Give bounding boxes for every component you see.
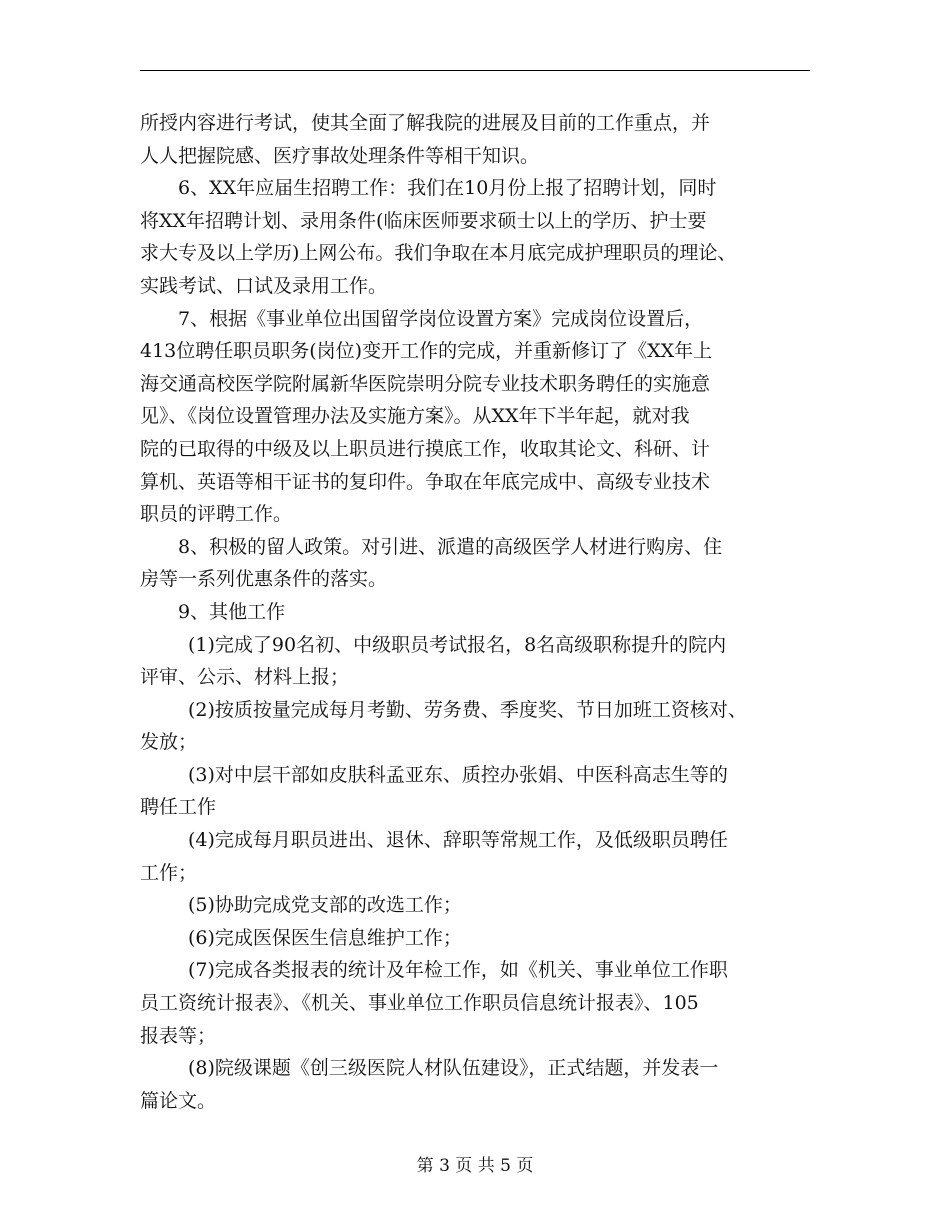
text-line: (6)完成医保医生信息维护工作； — [188, 926, 462, 949]
text-line: 评审、公示、材料上报； — [140, 666, 350, 689]
text-line: (8)院级课题《创三级医院人材队伍建设》，正式结题，并发表一 — [188, 1057, 719, 1080]
text-line: 职员的评聘工作。 — [140, 503, 293, 526]
text-line: 员工资统计报表》、《机关、事业单位工作职员信息统计报表》、105 — [140, 992, 699, 1015]
text-line: 篇论文。 — [140, 1089, 217, 1112]
text-line: 实践考试、口试及录用工作。 — [140, 274, 388, 297]
text-line: (1)完成了90名初、中级职员考试报名，8名高级职称提升的院内 — [188, 633, 727, 656]
text-line: 413位聘任职员职务(岗位)变开工作的完成，并重新修订了《XX年上 — [140, 340, 713, 363]
text-line: 算机、英语等相干证书的复印件。争取在年底完成中、高级专业技术 — [140, 470, 711, 493]
text-line: 所授内容进行考试，使其全面了解我院的进展及目前的工作重点，并 — [140, 112, 711, 134]
text-line: 人人把握院感、医疗事故处理条件等相干知识。 — [140, 144, 540, 167]
text-line: 发放； — [140, 731, 198, 754]
text-line: (3)对中层干部如皮肤科孟亚东、质控办张娟、中医科高志生等的 — [188, 763, 728, 786]
text-line: 见》、《岗位设置管理办法及实施方案》。从XX年下半年起，就对我 — [140, 405, 690, 428]
text-line: (5)协助完成党支部的改选工作； — [188, 894, 462, 917]
text-line: 院的已取得的中级及以上职员进行摸底工作，收取其论文、科研、计 — [140, 437, 711, 460]
text-line: 8、积极的留人政策。对引进、派遣的高级医学人材进行购房、住 — [178, 535, 723, 558]
text-line: (7)完成各类报表的统计及年检工作，如《机关、事业单位工作职 — [188, 959, 728, 982]
header-rule — [140, 70, 810, 71]
text-line: (2)按质按量完成每月考勤、劳务费、季度奖、节日加班工资核对、 — [188, 698, 747, 721]
text-line: 6、XX年应届生招聘工作：我们在10月份上报了招聘计划，同时 — [178, 177, 717, 200]
text-line: 聘任工作 — [140, 796, 217, 819]
text-line: 房等一系列优惠条件的落实。 — [140, 568, 388, 591]
document-body — [140, 107, 812, 1117]
text-line: 将XX年招聘计划、录用条件(临床医师要求硕士以上的学历、护士要 — [140, 209, 707, 232]
text-line: 求大专及以上学历)上网公布。我们争取在本月底完成护理职员的理论、 — [140, 242, 737, 265]
text-line: 工作； — [140, 861, 198, 884]
text-line: 7、根据《事业单位出国留学岗位设置方案》完成岗位设置后， — [178, 307, 704, 330]
text-line: 9、其他工作 — [178, 600, 286, 623]
text-line: 报表等； — [140, 1024, 217, 1047]
text-line: (4)完成每月职员进出、退休、辞职等常规工作，及低级职员聘任 — [188, 829, 728, 852]
text-line: 海交通高校医学院附属新华医院崇明分院专业技术职务聘任的实施意 — [140, 372, 711, 395]
page-number-footer: 第 3 页 共 5 页 — [416, 1156, 534, 1176]
